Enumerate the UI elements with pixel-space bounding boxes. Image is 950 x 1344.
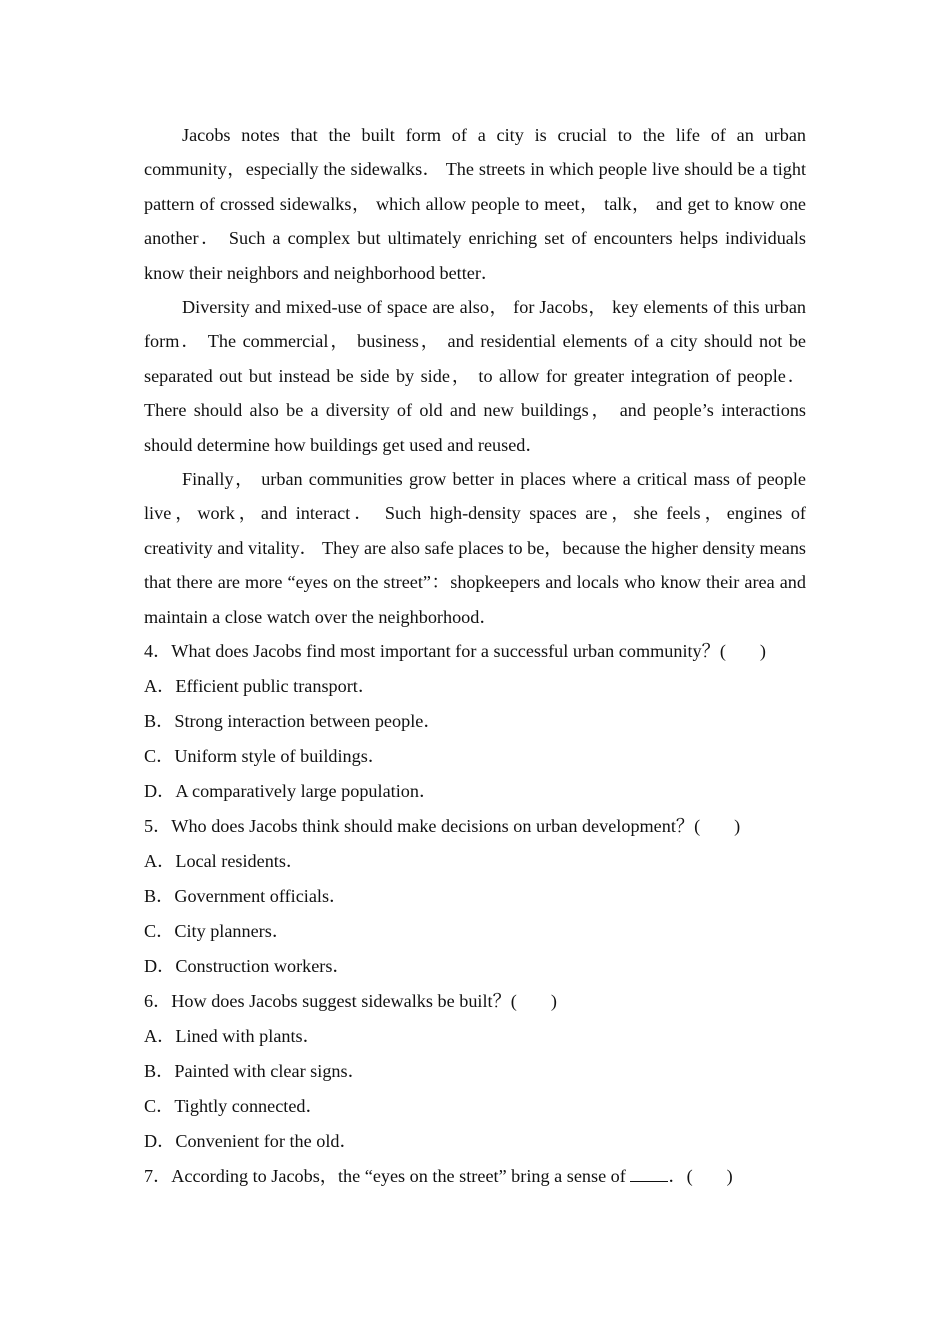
option-letter: C． [144,921,175,942]
option-text: A comparatively large population． [175,781,438,802]
option-b [144,879,806,914]
option-text: Painted with clear signs． [174,1061,366,1082]
option-d [144,1124,806,1159]
fill-in-blank [630,1167,668,1182]
option-c [144,1089,806,1124]
passage-paragraph-1: Jacobs notes that the built form of a city is crucial to the life of an urban community，especially the sidewalks． The streets in which people live should be a tight pattern of crossed sidewalks， which allow people to meet， talk， and get to know one another． Such a complex but ultimately enriching set of encounters helps individuals know their neighbors and neighborhood better． [144,125,806,283]
answer-paren-close: ) [734,816,741,837]
question-stem [144,809,806,844]
option-letter: A． [144,851,176,872]
question-number: 6． [144,991,172,1012]
question-text: How does Jacobs suggest sidewalks be built？( [171,991,517,1012]
question-number: 5． [144,816,172,837]
option-text: Lined with plants． [175,1026,321,1047]
question-7 [144,1159,806,1194]
option-c [144,914,806,949]
question-number: 7． [144,1166,172,1187]
question-5 [144,809,806,984]
document-page [144,118,806,1194]
option-b [144,704,806,739]
option-c [144,739,806,774]
question-stem [144,634,806,669]
question-stem [144,1159,806,1194]
passage-paragraph-3: Finally， urban communities grow better in places where a critical mass of people live，work，and interact． Such high-density spaces are，she feels，engines of creativity and vitality． They are also safe places to be，because the higher density means that there are more “eyes on the street”：shopkeepers and locals who know their area and maintain a close watch over the neighborhood． [144,469,806,627]
option-letter: D． [144,956,176,977]
option-letter: A． [144,1026,176,1047]
option-text: Strong interaction between people． [174,711,442,732]
option-letter: C． [144,1096,175,1117]
option-text: Construction workers． [175,956,351,977]
answer-paren-close: ) [726,1166,733,1187]
question-number: 4． [144,641,172,662]
question-text: Who does Jacobs think should make decisions on urban development？( [171,816,701,837]
option-d [144,949,806,984]
question-6 [144,984,806,1159]
option-text: Tightly connected． [174,1096,324,1117]
option-text: Government officials． [174,886,348,907]
option-letter: B． [144,1061,175,1082]
option-letter: D． [144,1131,176,1152]
option-letter: D． [144,781,176,802]
option-a [144,1019,806,1054]
answer-paren-close: ) [550,991,557,1012]
option-d [144,774,806,809]
option-letter: C． [144,746,175,767]
option-text: Efficient public transport． [175,676,377,697]
option-text: Uniform style of buildings． [174,746,386,767]
option-text: Convenient for the old． [175,1131,358,1152]
question-stem [144,984,806,1019]
option-text: Local residents． [175,851,305,872]
option-a [144,669,806,704]
question-text-tail: ．( [668,1166,693,1187]
passage-paragraph-2: Diversity and mixed-use of space are also， for Jacobs， key elements of this urban form． The commercial， business， and residential elements of a city should not be separated out but instead be side by side， to allow for greater integration of people． There should also be a diversity of old and new buildings， and people’s interactions should determine how buildings get used and reused． [144,297,806,455]
answer-paren-close: ) [759,641,766,662]
option-letter: B． [144,886,175,907]
option-letter: B． [144,711,175,732]
question-text: What does Jacobs find most important for a successful urban community？( [171,641,726,662]
option-text: City planners． [174,921,291,942]
option-b [144,1054,806,1089]
question-text: According to Jacobs，the “eyes on the street” bring a sense of [171,1166,626,1187]
option-letter: A． [144,676,176,697]
question-4 [144,634,806,809]
option-a [144,844,806,879]
